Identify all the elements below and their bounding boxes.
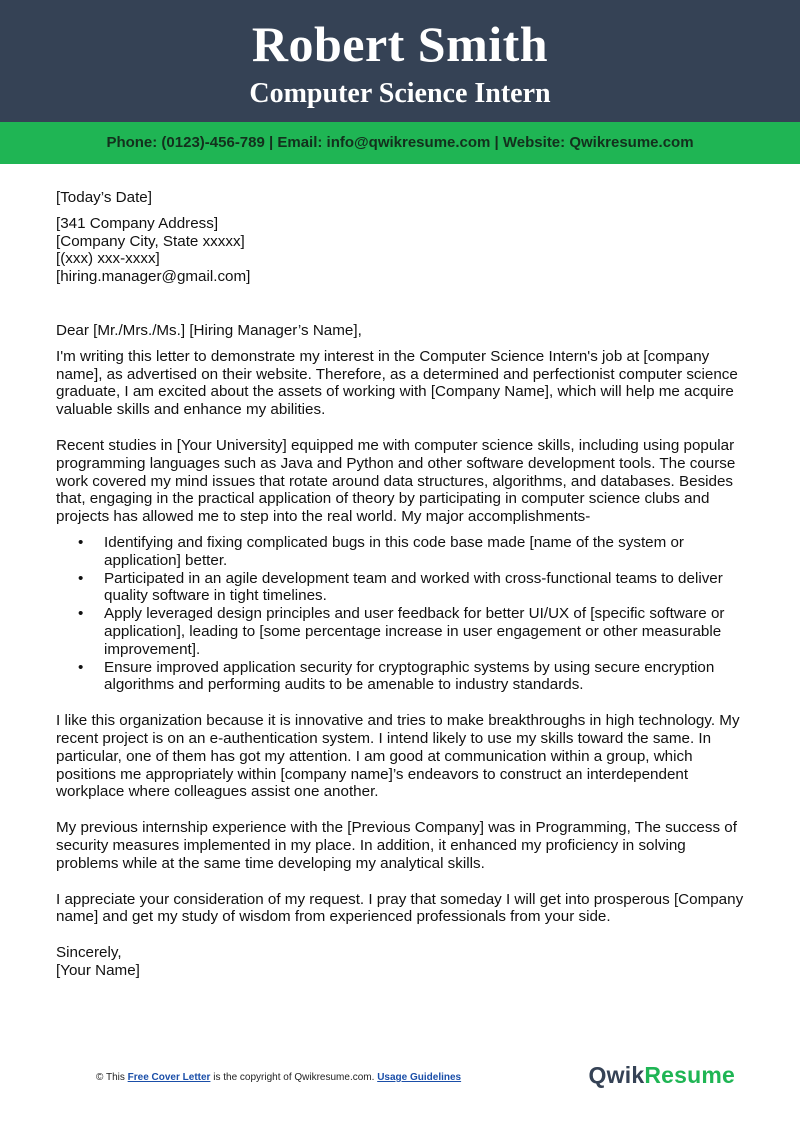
applicant-role: Computer Science Intern <box>249 78 551 109</box>
paragraph-experience: My previous internship experience with the [Previous Company] was in Programming, The success of security measures implemented in my place. In addition, it enhanced my proficiency in solving problems while at the same time developing my analytical skills. <box>56 819 737 872</box>
bullet-icon: • <box>78 605 84 623</box>
logo-qwik-text: Qwik <box>588 1062 645 1088</box>
letter-signature: [Your Name] <box>56 961 140 979</box>
recipient-address: [341 Company Address] <box>56 214 219 232</box>
resume-header <box>0 0 800 122</box>
accomplishment-text: Ensure improved application security for cryptographic systems by using secure encryption algorithms and performing audits to be amenable to industry standards. <box>104 658 715 694</box>
accomplishment-text: Participated in an agile development team and worked with cross-functional teams to deliver quality software in tight timelines. <box>104 569 723 605</box>
logo-resume-text: Resume <box>644 1062 735 1088</box>
letter-body <box>56 189 746 980</box>
recipient-city-state: [Company City, State xxxxx] <box>56 232 245 250</box>
bullet-icon: • <box>78 569 84 587</box>
list-item <box>56 534 746 570</box>
qwikresume-logo <box>589 1062 735 1089</box>
letter-greeting: Dear [Mr./Mrs./Ms.] [Hiring Manager’s Name], <box>56 321 362 339</box>
usage-guidelines-link[interactable]: Usage Guidelines <box>377 1072 462 1083</box>
accomplishments-list <box>56 534 746 694</box>
recipient-phone: [(xxx) xxx-xxxx] <box>56 250 160 268</box>
applicant-name: Robert Smith <box>251 16 549 72</box>
copyright-middle: is the copyright of Qwikresume.com. <box>210 1072 378 1083</box>
letter-closing: Sincerely, <box>56 944 122 962</box>
recipient-block <box>56 215 746 286</box>
paragraph-intro: I'm writing this letter to demonstrate my interest in the Computer Science Intern's job at [company name], as advertised on their website. Therefore, as a determined and perfectionist computer science graduate, I am excited about the assets of working with [Company Name], which will help me acquire valuable skills and enhance my abilities. <box>56 347 738 419</box>
paragraph-motivation: I like this organization because it is innovative and tries to make breakthroughs in high technology. My recent project is on an e-authentication system. I intend likely to use my skills toward the same. In particular, one of them has got my attention. I am good at communication within a group, which positions me appropriately within [company name]’s endeavors to construct an interdependent workplace where colleagues assist one another. <box>56 712 740 801</box>
list-item <box>56 659 746 695</box>
accomplishment-text: Apply leveraged design principles and user feedback for better UI/UX of [specific software or application], leading to [some percentage increase in user engagement or other measurable improvement]. <box>104 605 725 658</box>
list-item <box>56 570 746 606</box>
letter-date: [Today’s Date] <box>56 189 152 206</box>
accomplishment-text: Identifying and fixing complicated bugs in this code base made [name of the system or application] better. <box>104 533 684 569</box>
free-cover-letter-link[interactable]: Free Cover Letter <box>127 1072 211 1083</box>
list-item <box>56 605 746 658</box>
paragraph-education: Recent studies in [Your University] equipped me with computer science skills, including using popular programming languages such as Java and Python and other software development tools. The course work covered my mind issues that rotate around data structures, algorithms, and databases. Besides that, engaging in the practical application of theory by participating in computer science clubs and projects has allowed me to step into the real world. My major accomplishments- <box>56 436 736 526</box>
copyright-notice <box>96 1072 461 1083</box>
paragraph-closing: I appreciate your consideration of my request. I pray that someday I will get into prosperous [Company name] and get my study of wisdom from experienced professionals from your side. <box>56 890 744 926</box>
copyright-prefix: © This <box>96 1072 128 1083</box>
bullet-icon: • <box>78 533 84 551</box>
recipient-email: [hiring.manager@gmail.com] <box>56 268 251 286</box>
contact-bar: Phone: (0123)-456-789 | Email: info@qwikresume.com | Website: Qwikresume.com <box>0 122 800 164</box>
bullet-icon: • <box>78 658 84 676</box>
page-footer <box>0 1058 800 1098</box>
